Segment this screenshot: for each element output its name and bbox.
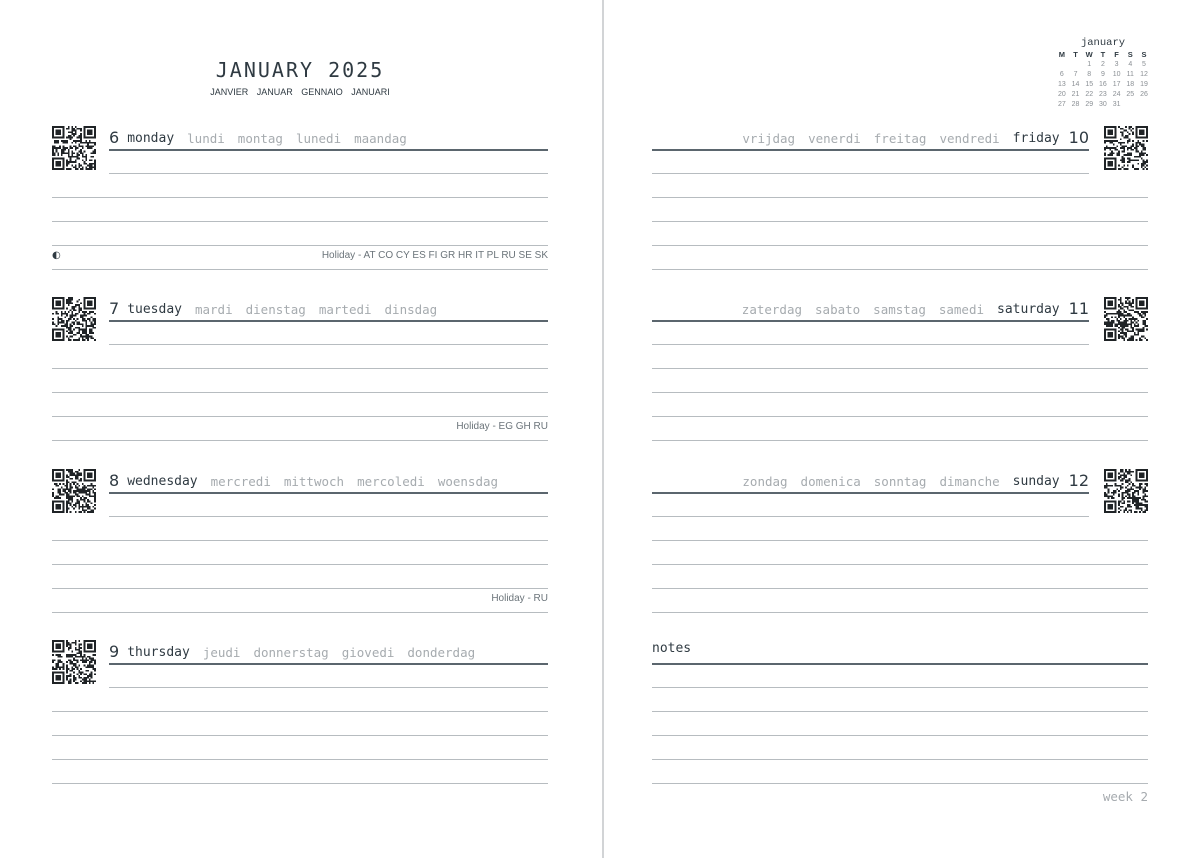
mini-calendar-date: 12 <box>1140 71 1148 78</box>
day-number: 12 <box>1068 471 1089 490</box>
ruled-line <box>652 221 1148 222</box>
ruled-line <box>652 612 1148 613</box>
mini-calendar-date: 10 <box>1112 71 1121 78</box>
mini-calendar-date: 17 <box>1112 81 1121 88</box>
ruled-line <box>52 564 548 565</box>
holiday-note: Holiday - AT CO CY ES FI GR HR IT PL RU SE SK <box>321 250 548 261</box>
day-name-translation: domenica <box>800 474 861 489</box>
ruled-line <box>52 368 548 369</box>
mini-calendar-date: 19 <box>1140 81 1148 88</box>
ruled-line <box>652 197 1148 198</box>
mini-calendar-date: 29 <box>1085 101 1094 108</box>
day-name-translation: montag <box>237 131 283 146</box>
day-number: 8 <box>109 471 120 490</box>
ruled-line <box>652 711 1148 712</box>
ruled-line <box>109 663 548 665</box>
day-name-translation: maandag <box>354 131 407 146</box>
qr-code-icon <box>52 469 96 513</box>
mini-calendar-title: january <box>1080 37 1126 49</box>
day-header-sunday <box>742 469 1089 491</box>
ruled-line <box>52 221 548 222</box>
day-name-translation: mercredi <box>210 474 271 489</box>
ruled-line <box>652 173 1089 174</box>
mini-calendar-date: 3 <box>1114 61 1119 68</box>
mini-calendar-date: 14 <box>1071 81 1080 88</box>
ruled-line <box>652 368 1148 369</box>
ruled-line <box>652 516 1089 517</box>
day-name-translation: jeudi <box>202 645 241 660</box>
day-number: 9 <box>109 642 120 661</box>
mini-calendar-date: 7 <box>1073 71 1078 78</box>
ruled-line <box>652 416 1148 417</box>
day-name-translation: mercoledi <box>357 474 425 489</box>
mini-calendar-weekday: M <box>1058 50 1065 59</box>
mini-calendar-date: 4 <box>1128 61 1133 68</box>
day-name-translation: mardi <box>194 302 233 317</box>
mini-calendar-weekday: T <box>1073 50 1078 59</box>
mini-calendar <box>1055 37 1151 110</box>
mini-calendar-date: 28 <box>1071 101 1080 108</box>
mini-calendar-date: 23 <box>1099 91 1107 98</box>
day-name-translation: mittwoch <box>283 474 345 489</box>
day-header-saturday <box>742 297 1089 319</box>
day-name-translation: dienstag <box>245 302 306 317</box>
day-number: 7 <box>109 299 120 318</box>
mini-calendar-date: 26 <box>1140 91 1148 98</box>
ruled-line <box>52 440 548 441</box>
ruled-line <box>52 588 548 589</box>
ruled-line <box>652 783 1148 784</box>
day-name-translation: lundi <box>187 131 225 146</box>
mini-calendar-week <box>1055 90 1151 100</box>
mini-calendar-week <box>1055 100 1151 110</box>
day-name: saturday <box>997 302 1060 317</box>
ruled-line <box>109 492 548 494</box>
qr-code-icon <box>52 640 96 684</box>
day-name-translation: vendredi <box>939 131 1000 146</box>
ruled-line <box>52 540 548 541</box>
mini-calendar-weekdays <box>1055 50 1151 60</box>
ruled-line <box>652 735 1148 736</box>
ruled-line <box>52 759 548 760</box>
ruled-line <box>652 149 1089 151</box>
qr-code-icon <box>52 126 96 170</box>
mini-calendar-date: 20 <box>1057 91 1066 98</box>
ruled-line <box>52 612 548 613</box>
ruled-line <box>652 440 1148 441</box>
ruled-line <box>52 735 548 736</box>
day-name: friday <box>1012 131 1060 146</box>
holiday-note: Holiday - EG GH RU <box>456 421 548 432</box>
mini-calendar-date: 22 <box>1085 91 1094 98</box>
day-name-translation: freitag <box>873 131 927 146</box>
mini-calendar-date <box>1055 60 1069 70</box>
day-name-translation: zaterdag <box>741 302 803 317</box>
ruled-line <box>652 564 1148 565</box>
ruled-line <box>109 687 548 688</box>
ruled-line <box>52 245 548 246</box>
day-name-translation: lunedi <box>295 131 342 146</box>
qr-code-icon <box>52 297 96 341</box>
mini-calendar-date: 13 <box>1057 81 1066 88</box>
ruled-line <box>652 540 1148 541</box>
ruled-line <box>652 320 1089 322</box>
ruled-line <box>109 344 548 345</box>
day-number: 6 <box>109 128 120 147</box>
ruled-line <box>652 663 1148 665</box>
day-name: wednesday <box>127 474 198 489</box>
holiday-note: Holiday - RU <box>491 593 548 604</box>
day-name-translation: woensdag <box>437 474 499 489</box>
mini-calendar-date: 8 <box>1087 71 1092 78</box>
ruled-line <box>652 344 1089 345</box>
day-name: monday <box>127 131 175 146</box>
month-title: JANUARY 2025 <box>215 58 385 82</box>
day-header-friday <box>742 126 1089 148</box>
ruled-line <box>652 759 1148 760</box>
mini-calendar-date <box>1123 100 1137 110</box>
mini-calendar-date: 18 <box>1126 81 1135 88</box>
day-name-translation: vrijdag <box>742 131 796 146</box>
ruled-line <box>652 269 1148 270</box>
day-name-translation: dimanche <box>939 474 1000 489</box>
mini-calendar-date: 11 <box>1126 71 1134 78</box>
mini-calendar-date <box>1137 100 1151 110</box>
day-name-translation: martedi <box>318 302 372 317</box>
mini-calendar-date: 25 <box>1126 91 1135 98</box>
mini-calendar-weekday: S <box>1127 50 1133 59</box>
mini-calendar-date: 30 <box>1099 101 1107 108</box>
mini-calendar-date: 31 <box>1112 101 1121 108</box>
mini-calendar-date: 27 <box>1057 101 1066 108</box>
mini-calendar-date: 1 <box>1087 61 1092 68</box>
day-name-translation: zondag <box>742 474 788 489</box>
day-header-monday <box>109 126 407 148</box>
page-gutter <box>602 0 604 858</box>
day-name-translation: sonntag <box>873 474 927 489</box>
mini-calendar-weekday: S <box>1141 50 1147 59</box>
ruled-line <box>52 269 548 270</box>
mini-calendar-date: 15 <box>1085 81 1094 88</box>
ruled-line <box>109 173 548 174</box>
ruled-line <box>652 492 1089 494</box>
mini-calendar-week <box>1055 70 1151 80</box>
mini-calendar-weekday: W <box>1085 50 1093 59</box>
ruled-line <box>652 588 1148 589</box>
day-name-translation: venerdi <box>808 131 861 146</box>
ruled-line <box>109 320 548 322</box>
mini-calendar-date: 9 <box>1100 71 1105 78</box>
mini-calendar-date: 21 <box>1071 91 1080 98</box>
day-header-tuesday <box>109 297 437 319</box>
mini-calendar-week <box>1055 80 1151 90</box>
day-name: sunday <box>1012 474 1060 489</box>
ruled-line <box>652 392 1148 393</box>
day-name-translation: donderdag <box>407 645 476 660</box>
day-name: tuesday <box>127 302 182 317</box>
mini-calendar-weekday: F <box>1114 50 1119 59</box>
ruled-line <box>52 783 548 784</box>
mini-calendar-date: 24 <box>1112 91 1121 98</box>
day-number: 10 <box>1068 128 1089 147</box>
ruled-line <box>109 516 548 517</box>
day-number: 11 <box>1068 299 1089 318</box>
mini-calendar-date: 16 <box>1099 81 1107 88</box>
notes-label: notes <box>652 641 692 656</box>
day-name-translation: giovedi <box>341 645 395 660</box>
ruled-line <box>52 711 548 712</box>
ruled-line <box>52 416 548 417</box>
day-name-translation: donnerstag <box>253 645 329 660</box>
mini-calendar-date: 2 <box>1100 61 1105 68</box>
ruled-line <box>109 149 548 151</box>
ruled-line <box>52 197 548 198</box>
qr-code-icon <box>1104 469 1148 513</box>
ruled-line <box>652 245 1148 246</box>
day-name-translation: sabato <box>815 302 861 317</box>
week-number: week 2 <box>1102 789 1148 804</box>
qr-code-icon <box>1104 126 1148 170</box>
ruled-line <box>52 392 548 393</box>
day-header-wednesday <box>109 469 498 491</box>
ruled-line <box>652 687 1148 688</box>
mini-calendar-date: 5 <box>1142 61 1146 68</box>
moon-phase-icon: ◐ <box>52 250 61 261</box>
day-header-thursday <box>109 640 475 662</box>
mini-calendar-date <box>1069 60 1083 70</box>
day-name-translation: samedi <box>938 302 985 317</box>
day-name-translation: samstag <box>873 302 926 317</box>
day-name-translation: dinsdag <box>384 302 438 317</box>
month-translations: JANVIER JANUAR GENNAIO JANUARI <box>210 87 390 97</box>
day-name: thursday <box>127 645 190 660</box>
qr-code-icon <box>1104 297 1148 341</box>
mini-calendar-date: 6 <box>1059 71 1064 78</box>
mini-calendar-week <box>1055 60 1151 70</box>
mini-calendar-weekday: T <box>1100 50 1106 59</box>
